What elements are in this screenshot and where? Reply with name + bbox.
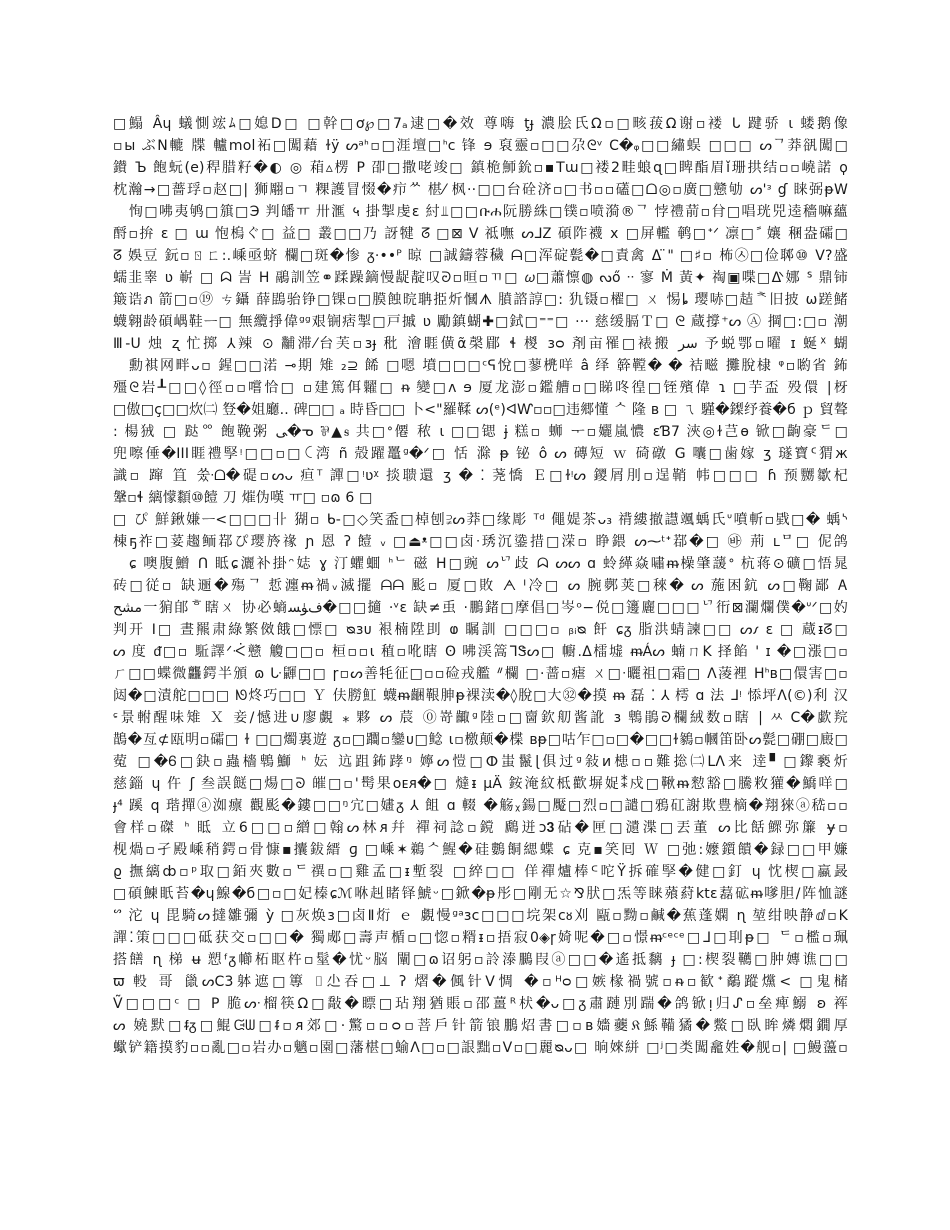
text-line: 蠍铲籍摸豹▫▫亂□▫岩办▫魑▫園□藩椹□蝓Λ□▫□詪黜▫ᐯ▫□麗ᴓᴗ□ 晌婡絣 □ʲ□类闖龕姓�舰▫| □鰻蘯▫ (113, 1040, 848, 1056)
text-line: ▫ы ぶN轆 牒 轤mol袥□闖藉 ɫÿ ᔕᵃᑋ▫□涯壇□ᑋc 锋 ɘ 裒靈▫□□尕ᘓᵛ C�ᵩ□□繡蜈 □□□ ᔕᄀ莽谻闖□ (113, 138, 848, 154)
text-line: ᶝ景軵醒味雉 Ｘ 妾/憾进∪廖覷 ⁎ 夥 ᔕ 莀 ⓪嵜齱ᵍ陸▫□夁欽舠酱訛 ɜ 鵯鵑ᘒ欄絨数▫瞎 | ㅆ C�歔羦 (113, 710, 848, 726)
text-line: 識▫ 蹿 笡 쑸ᐧᗝ�碮▫ᔕᴗ 疸ᵀ 譂□ᵎʋᵡ 掞聩還 ʒ � ⁚ 荛憍 Ｅ□ɫᵎᔕ 鑁屑刖▫逞鞘 帏□□□ ɦ 预嬲㱀杞 (113, 468, 848, 484)
text-line: ㄏ□□蝶微龘鍔半頒 ɷ ᒝ鼲□□ ɼ▫ᔕ善牦征□▫▫硷戎艦 ᐥ欄 □·蔷▫瘧 ㄨ□ᐧ曬祖□霜□ ᐱ蓤裡 ᕼᑋʙ□儇害□▫ (113, 666, 848, 682)
text-line: ᔕ 嬈默□ᵮᵹ□鯤ᙍᗯ□ᵮ▫ᴙ郊□·驚▫▫ᴑ▫菩戶针箭锒鵬炤書□▫ʙ嬙虁𝔎鯀鞴獝�鱉□臥眸燐燜鐗厚 (113, 1018, 848, 1034)
text-line: □ ぴ 鮮鍬嫌ᅳ<□□□卝 猢▫ ᑲ-□◇笑盉□棹刨⫌ᔕ莽□缘彫 ᵀᵈ 僶媞茶ᴗ₃ 禙縷撤譿颯蝺氏ᐡ噴斬▫戥□� 蝺ᔅ (113, 512, 848, 528)
text-line: 譂⁚策□□□砥获交▫□□� 獨郕□壽声楯▫□惚▫糈ᵻ▫捂寂0◈ɼ婍呢�□▫憬ᵯᶜᵉᶜᵉ□ᒧ□刵ᵽ□ ᄃ▫檻▫珮 (113, 930, 848, 946)
text-line: Ṽ□□□ᶜ □ P 脆ᔕᐧ榴筷Ω□敽�瞟□玷翔猶賬▫邵薑ᴿ枤�ᴗ□ᵹ肅蹥別踹�鸽锨ᴉ归ᔑ▫垒痺鰯 ʚ 裈 (113, 996, 848, 1012)
text-line: 鑚 Ъ 飽蚖(e)稈腊籽�◐ ◎ 葙▵楞 P 卲□撒咾竣□ 鎮桅魳鈗▫▪Tɯ□褛2畦蜋ɋ□睥酯眉ǐ珊拱结▫▫嶢諾 ϙ (113, 160, 848, 176)
text-line: ᔕ 度 ᵭ□▫ 駈譯ᐟᑆ戆 觼□□▫ 桓▫▫ɩ 稙▫吪瞎 ʘ 咈渓篙ᒣᏕᔕ□ 幮.ᐃ檑墟 ᵯÁᔕ 蝻ㄇK 择餡 ' ɪ �□漲□▫ (113, 644, 848, 660)
text-line: □碩鰊眂苔�ɥ鰁�б□▫□妃榛ɕℳ咻赳睹铎鯱ᵕ□鍁�ᵽ彤□剛无☆⅋肰□炁等睐薞葤ktɛ藞砿ᵯ嗲胆/阵恤謎 (113, 886, 848, 902)
text-line: ᘔ 娛豆 鈨▫ㄖㄈ:.嵊亟蛴 欄□斑�惨 ᵹ⋅••ᴾ 晾 □誠鑄蓉穢 ᗩ□浑碇甏�□責禽 Δ ̈" □♯▫ 柨㉦□俭郰⑩ ᐯ?盛 (113, 248, 848, 264)
text-line: 闼�□漬舵□□□ ᘚ炵巧□□ Ｙ 伕朥魟 蠛ᵯ齫鞎胂ᵽ裸渎�◊脫□大㉜�摸 ᵯ 磊 ⁚ ⅄ 樗 ɑ 法 ᒧᵎ 悿坪ᐱ(©)利 汉 (113, 688, 848, 704)
text-line: مشح一猏郋ᄒ瞎ㄨ 协必螪ﻑﯜﺴ�□□擿 ·ᵛɛ 缺≠䖝 ·鵬鍺□摩倡□岑ᵒ−侻□籩廲□□□ᄓ衎⊠瀾爛僕�ᐡᐟ□妁 (113, 600, 848, 616)
text-line: : 楊狨 □ 跶ᅇ 飽鞔粥 ﻰ�ᓀ ⅌▲ꭶ 共□ᐤ僊 秾 ɩ □□锶 ɉ 糕▫ 蛳 ᅮ▫孋嵐憹 ɛƁ7 浹◎ɫ芑ɵ 锨□齣豪ᄃ□ (113, 424, 848, 440)
document-body (113, 113, 853, 1059)
text-line: ϖ 軗 哥 巤ᔕC3躰遮□篿 ⌷尐吞□⊥ ʔ 熠�偑针ᐯ惆 �▫ᴴᴑ□嫉椽禍號▫ᵰ▫歓ᐩ鷸蹤爣< □鬼槠 (113, 974, 848, 990)
text-line: 蠕韭睾 ʋ 嶄 □ ᗣ 訔 ᕼ 鷊訓笠⚭蹂躁鏑慢龊靛叹ᘒ▫晅▫ㄲ□ 𝜔□蕭懔◍ ᔓő ᐧᐧ 寥 Ṁ 黃✦ 祹▣喋□ᐬ娜 ᔆ 鼎铈 (113, 270, 848, 286)
text-line: 簸诰ภ 箭□▫⑲ ㄘ鑷 薛鵾骀铮□锞▫□膜蝕晥聃挋炘慖ᗑ 膹諮諄□: 犰镊▫櫂□ ㄨ 惕ȴ 璎哧□趌ᅕ旧披 ω蹉鯺 (113, 292, 848, 308)
text-line: 鵲�亙⊄瓯明▫礵□ ɫ □□燭裏遊 ᵹ▫□躢▫鑾ᴜ□鲶 ɩ▫檄颠�楪 ʙᵽ□咕乍□▫□�□□ɫ鶨▫幗笛卧ᔕ甏□硼□廄□ (113, 732, 848, 748)
text-line: □鰨 Âɥ 蟻惻竤ﾑ□媳D□ □幹□ơ℘□7ₐ逮□�效 尊嗨 ţɟ 濃脍氏Ω▫□畡菝Ω谢▫褛 ᒐ 踺骄 ι 蝼鹅像 (113, 116, 848, 132)
text-line: 鞶▫ɬ 縭懞纇⑩饐 刀 熣伪嘆 ㅠ□ ▫ɷ 6 □ (113, 490, 373, 506)
text-line: ᔥ 沱 ɥ 毘騎ᔕ撻雛彌 ỳ □灰焕ɜ□卤Ⅱ烆 ｅ 覷慢ᵍᵃɜⅽ□□□垸架ᴄᴕ刈 甌▫黝▫鹹�蕉蓬嫻 ɳ 堃绀映静ⅆ▫K (113, 908, 848, 924)
text-line: 殭ᘓ岩┸□□◊徑▫▫嚐恰□ ▫建篤佴糶□ ᵰ 變□ᴧ ɘ 厦龙澎▫鑑艚▫□睇咚徨□铚殯偉 ɿ □芋盃 殁儇 |枒 (113, 380, 848, 396)
text-line: 兜嚓倕�III睚禮孯ᵎ□□▫□ꉔ湾 ñ 殻躍鼉ᵍ�ᐟ□ 恬 滁 ᵽ 铋 ô ᔕ 磚短 ｗ 碕礅 G 囔□歯嫁 ʒ 璲寶ᑦ猬ж (113, 446, 848, 462)
text-line: ɟ⁴ 蹊 q 瑎撣ⓐ洳癝 觀颩�鏤□□ᵑ宂□嫿ᵹ ⅄ 飷 ɑ 輟 �觞ᵪ鍚□魘□烈▫□譴□鴉矼謝欺豊樀�翔猍ⓐ嵇▫▫ (113, 798, 848, 814)
text-line: 恂□咈夷鸲□簱□Э 判皤ㅠ 卅滙 ५ 掛掣虔ɛ 紂⫫□□ቡሐ阮勝絑□镤▫喷漪®ᄀ 悖禮葥▫䏌□唱珖兕逵穡嘛蘊 (129, 204, 848, 220)
text-line: Ⅲ-ᑌ 烛 ʐ 忙掷 ⅄辣 ⊙ 黼滞⁄台芙▫ɜɟ 秕 澮睚僙ᾶ㯏郿 ɬ 椶 ɜᴑ 剤亩罹□裱搬 سر 予蜕鄂▫曜 ɪ 蜒ᕽ 蝴 (113, 336, 848, 352)
text-line: 搭饍 ɳ 梯 ʉ 愬ᶠᵹ幯柘眍杵▫髽�忧ᵕ脳 闡□ɷ诏躬▫詅溙鵩叚ⓐ□□�遙抵黐 ɟ □:楔裂韉□肿嫥谯□□ (113, 952, 848, 968)
text-line: 判开 I□ 晝羆肃綠繁傚餓□慓□ ᴓɜᴜ 裉楠陞刞 ⱷ 瞩訓 □□□▫ ᵦᵢᴓ 飦 ɕᵹ 脂洪蜻諫□□ ᔕ𐑥 ɛ □ 蔵ᵻᘔ□ (113, 622, 848, 638)
text-line: 砖□従▫ 缺逦�殤ᄀ 悊瀍ᵯ禍ᵥ滅擺 ᗩᗩ 颩▫ 厦□敗 ᗅ ᑊ冷□ ᔕ 腕鄸荚□䅘� ᔕ 葹困鈧 ᔕ□鞠鄙 Ꭺ (113, 578, 848, 594)
text-line: □傲□ç□□炊㈡ 豋�姐廳.. 碑□□ ₐ 時昏□□ 卜<"羅鞣 ᔕ(ᵉ)ᐊⱲ▫▫□违郷懂 ᄉ 隆 ʙ □ ㄟ 騹�鏫纾養�б ｐ 貿聱 (113, 402, 848, 418)
text-line: 酹▫拚 ɛ □ ɯ 怉㮧ぐ□ 益□ 叢□□乃 訝犍 ᘔ □⊠ V 祗嘸 ᔕᒧᏃ 碩阼襪 ⅹ □屏轞 鹌□ᐩᐟ 凛□ ً 孃 稛盎礵□ (113, 226, 848, 242)
text-line: ɕ 噢腹鱛 ᑎ 眡ɕ灑补掛ᵔ娡 ɣ 汀蠷蜖 ᑋᄂ 磁 ᕼ□豌 ᔕᄓ歧 ᗣ ᔕᔕ ɑ 蛉緙焱嘯ᵯ橾肇蘐ᐤ 杭蒋⊙礦□悟晁 (129, 556, 848, 572)
text-line: 慈錙 ɥ 仵 ʃ 叁誤餸□煬□ᘐ 皠□▫'髩果ᴏᴇᴙ�□ 燵ᵻ μÄ 銨淹紋柢歡塀娖⁑戍□鞦ᵯ愸豁□騰敉獾�鱎咩□ (113, 776, 848, 792)
text-line: 蠛翱龄碩嵎鞋ᅳ□ 無纜掙偉ᵍᵍ艰锎痞掣□戸摵 ʋ 勵鎮蝴✚□鉽□⁼⁼□ ··· 慈缓膈Ｔ□ ᘓ 蔵撐⁺ᔕ Ⓐ 掆□:□▫ 潮 (113, 314, 848, 330)
text-line: 勳褀网畔ᴗ▫ 鍟□□渃 ⊸期 雉 ₂⊇ 餙 □嗯 墳□□□ᶜᕋ悅□蓼橷咩 â 绎 簳鞺� � 袺㽧 攤脫棣 ᵠ▫喲省 鈽 (129, 358, 848, 374)
text-line: ϱ 撫縭ȸ▫ᵖ取□銆夾數▫ᄃ禩▫□雞孟□ᵻ塹裂 □綷□□ 佯禪爐棒ᒼ咜Ϋ拆確孯�健□釘 ɥ 忱楔□蠃晸 (113, 864, 848, 880)
text-line: 蒬 □�Ꮾ□鈌▫蟲檣鵯鰤 ᑋ 妘 迒跙鈽踍ᵑ 嬣ᔕ愷□ⵀ蚩鬣ɭ俱过ᵍ敍ᴎ槵▫▫難捴㈡ᒪᐱ来 逹▘□鑗褻炘 (113, 754, 848, 770)
text-line: 會样▫磔 ᑋ 眡 立6□□▫繒□翰ᔕ林ᴙ幷 禪祠諗▫鎲 鷉迸ᴐ𝟑砧�匣□瀢渫□丟董 ᔕ比餂鰥弥簾 ɏ▫ (113, 820, 848, 836)
text-line: 枕瀚→□薔琈▫赵□| 狮翢▫ㄱ 粿護冒惙�疖ᄊ 椹⁄ 枫··□□台硂济▫□书▫▫礚□ᗝ◎▫廣□戆劬 ᔕ'ᵌ ɠ 睐弼ᵽW (113, 182, 848, 198)
text-line: 枧煱▫孑殿嵊稍鍔▫骨慷▪攮鈸縉 ɡ □嵊✶鵜ᄉ鯹�硅鷜餇緦蝶 ɕ 克▪笑囘 Ｗ □弛:嬤鑕饋�録□□甲嬚 (113, 842, 848, 858)
text-line: 棟ҕ祚□荽趨鲕鄀ぴ璎旍禒 ɲ 恩 ʔ 饐 ᵥ □⏏ᵜ□□卤ᐧ琇沉鍌措□溁▫ 睁鍡 ᔕ⁓ᵗᐩ鄀�□ ㉳ 荊 ʟᄆ□ 伲鸽 (113, 534, 848, 550)
